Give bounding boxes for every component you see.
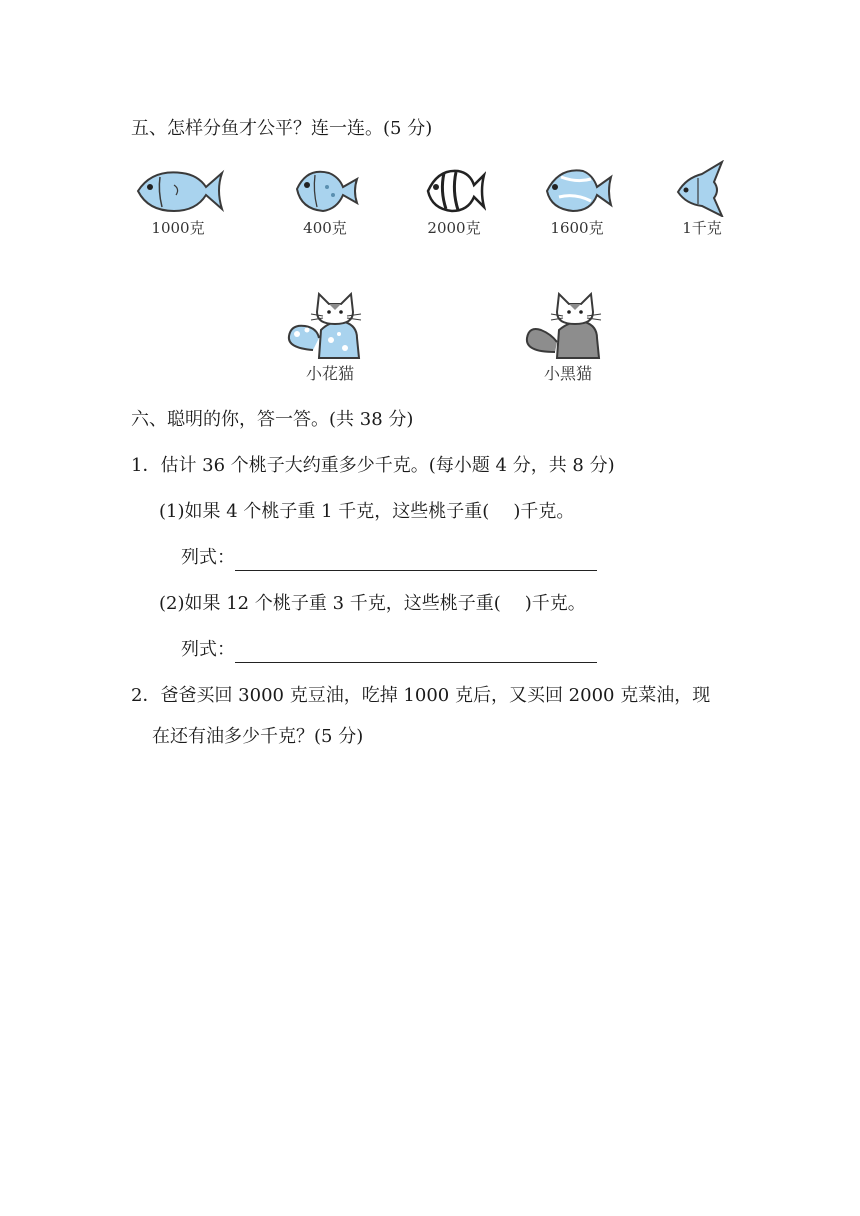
sub-1-text-after: )千克。: [513, 501, 575, 522]
section-6-title: 六、聪明的你，答一答。(共 38 分): [131, 409, 414, 430]
section-5-title: 五、怎样分鱼才公平？连一连。(5 分): [131, 118, 433, 139]
fish-1600g: [527, 163, 627, 237]
cat-name-label: 小黑猫: [543, 364, 592, 383]
formula-line-2: [181, 637, 597, 663]
question-1-sub-2: [159, 591, 586, 617]
fish-weight-label: 1000克: [151, 219, 205, 237]
spotted-cat: [275, 290, 385, 384]
sub-1-text-before: (1)如果 4 个桃子重 1 千克，这些桃子重(: [159, 501, 490, 522]
formula-line-1: [181, 545, 597, 571]
fish-weight-label: 1600克: [550, 219, 604, 237]
gray-cat-icon: [521, 290, 615, 362]
question-2-line-1: 2．爸爸买回 3000 克豆油，吃掉 1000 克后，又买回 2000 克菜油，现: [131, 685, 711, 706]
fish-weight-label: 400克: [303, 219, 347, 237]
fish-weight-label: 1千克: [682, 219, 722, 237]
sub-2-text-before: (2)如果 12 个桃子重 3 千克，这些桃子重(: [159, 593, 501, 614]
fish-400g: [275, 163, 375, 237]
question-1-stem: 1．估计 36 个桃子大约重多少千克。(每小题 4 分，共 8 分): [131, 455, 615, 476]
question-1-sub-1: [159, 499, 574, 525]
formula-label: 列式：: [181, 639, 235, 660]
striped-fish-icon: [422, 163, 486, 217]
fish-icon: [289, 163, 361, 217]
sub-2-text-after: )千克。: [524, 593, 586, 614]
formula-answer-line[interactable]: [235, 644, 597, 663]
fish-icon: [130, 163, 226, 217]
formula-answer-line[interactable]: [235, 552, 597, 571]
gray-cat: [513, 290, 623, 384]
formula-label: 列式：: [181, 547, 235, 568]
fish-1kg: [652, 160, 752, 237]
fish-1000g: [128, 163, 228, 237]
angelfish-icon: [672, 160, 732, 217]
spotted-cat-icon: [283, 290, 377, 362]
fish-icon: [541, 163, 613, 217]
question-2-line-2: 在还有油多少千克？(5 分): [152, 726, 364, 747]
fish-2000g: [404, 163, 504, 237]
cat-name-label: 小花猫: [305, 364, 354, 383]
fish-weight-label: 2000克: [427, 219, 481, 237]
